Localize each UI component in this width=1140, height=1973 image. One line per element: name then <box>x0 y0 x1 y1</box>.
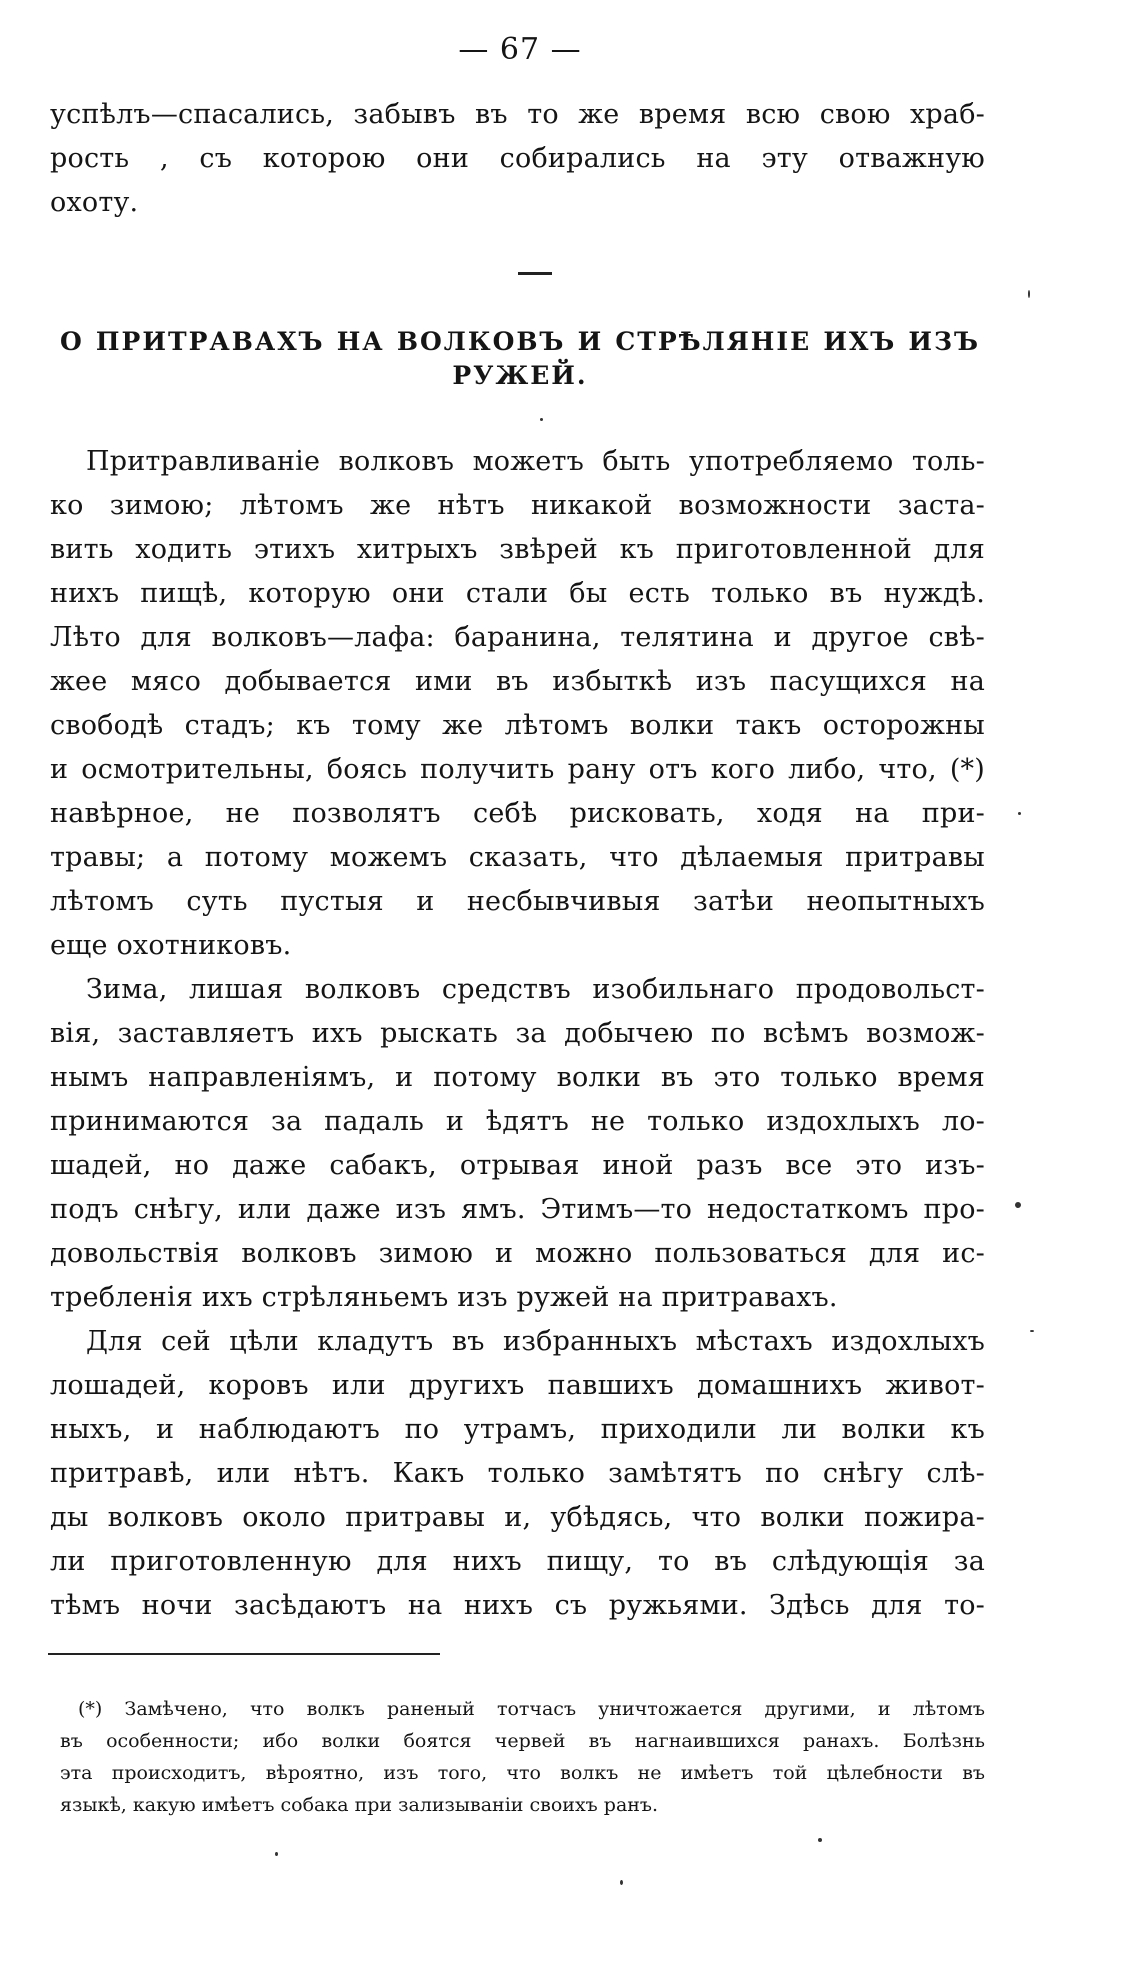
text-line: ды волковъ около притравы и, убѣдясь, что волки пожира- <box>50 1502 985 1533</box>
text-line: нымъ направленіямъ, и потому волки въ это только время <box>50 1062 985 1093</box>
text-line: охоту. <box>50 187 139 218</box>
scan-speck <box>275 1852 278 1856</box>
text-line: шадей, но даже сабакъ, отрывая иной разъ все это изъ- <box>50 1150 985 1181</box>
text-line: лѣтомъ суть пустыя и несбывчивыя затѣи неопытныхъ <box>50 886 985 917</box>
scan-speck <box>1028 290 1030 298</box>
text-line: и осмотрительны, боясь получить рану отъ кого либо, что, (*) <box>50 754 985 785</box>
footnote-line: языкѣ, какую имѣетъ собака при зализываніи своихъ ранъ. <box>60 1794 659 1816</box>
footnote-rule <box>48 1653 440 1655</box>
scan-speck <box>620 1880 623 1885</box>
scan-speck <box>1015 1202 1021 1208</box>
footnote-line: въ особенности; ибо волки боятся червей въ нагнаившихся ранахъ. Болѣзнь <box>60 1730 985 1752</box>
heading-line: О ПРИТРАВАХЪ НА ВОЛКОВЪ И СТРѢЛЯНІЕ ИХЪ ИЗЪ <box>60 327 980 356</box>
text-line: рость , съ которою они собирались на эту отважную <box>50 143 985 174</box>
text-line: навѣрное, не позволятъ себѣ рисковать, ходя на при- <box>50 798 985 829</box>
text-line: нихъ пищѣ, которую они стали бы есть только въ нуждѣ. <box>50 578 985 609</box>
text-line: Для сей цѣли кладутъ въ избранныхъ мѣстахъ издохлыхъ <box>86 1326 985 1357</box>
text-line: довольствія волковъ зимою и можно пользоваться для ис- <box>50 1238 985 1269</box>
scan-speck <box>1030 1330 1034 1332</box>
footnote-line: (*) Замѣчено, что волкъ раненый тотчасъ уничтожается другими, и лѣтомъ <box>78 1698 985 1720</box>
scan-speck <box>540 418 543 421</box>
text-line: притравѣ, или нѣтъ. Какъ только замѣтятъ по снѣгу слѣ- <box>50 1458 985 1489</box>
text-line: свободѣ стадъ; къ тому же лѣтомъ волки такъ осторожны <box>50 710 985 741</box>
text-line: требленія ихъ стрѣляньемъ изъ ружей на притравахъ. <box>50 1282 838 1313</box>
top-paragraph <box>50 93 985 225</box>
text-line: травы; а потому можемъ сказать, что дѣлаемыя притравы <box>50 842 985 873</box>
paragraph-2 <box>50 968 985 1320</box>
text-line: вія, заставляетъ ихъ рыскать за добычею по всѣмъ возмож- <box>50 1018 985 1049</box>
section-heading <box>60 325 980 393</box>
scan-speck <box>1018 812 1021 815</box>
section-divider <box>518 272 552 275</box>
text-line: принимаются за падаль и ѣдятъ не только издохлыхъ ло- <box>50 1106 985 1137</box>
text-line: ныхъ, и наблюдаютъ по утрамъ, приходили ли волки къ <box>50 1414 985 1445</box>
text-line: Притравливаніе волковъ можетъ быть употребляемо толь- <box>86 446 985 477</box>
scan-speck <box>818 1838 822 1842</box>
text-line: лошадей, коровъ или другихъ павшихъ домашнихъ живот- <box>50 1370 985 1401</box>
text-line: ли приготовленную для нихъ пищу, то въ слѣдующія за <box>50 1546 985 1577</box>
text-line: ко зимою; лѣтомъ же нѣтъ никакой возможности застa- <box>50 490 985 521</box>
paragraph-1 <box>50 440 985 968</box>
page-number: — 67 — <box>458 32 582 67</box>
text-line: вить ходить этихъ хитрыхъ звѣрей къ приготовленной для <box>50 534 985 565</box>
text-line: Зима, лишая волковъ средствъ изобильнаго продовольст- <box>86 974 985 1005</box>
text-line: жее мясо добывается ими въ избыткѣ изъ пасущихся на <box>50 666 985 697</box>
heading-line: РУЖЕЙ. <box>452 361 588 390</box>
text-line: успѣлъ—спасались, забывъ въ то же время всю свою храб- <box>50 99 985 130</box>
text-line: тѣмъ ночи засѣдаютъ на нихъ съ ружьями. Здѣсь для то- <box>50 1590 985 1621</box>
paragraph-3 <box>50 1320 985 1628</box>
footnote <box>60 1693 985 1821</box>
footnote-line: эта происходитъ, вѣроятно, изъ того, что волкъ не имѣетъ той цѣлебности въ <box>60 1762 985 1784</box>
text-line: Лѣто для волковъ—лафа: баранина, телятина и другое свѣ- <box>50 622 985 653</box>
text-line: подъ снѣгу, или даже изъ ямъ. Этимъ—то недостаткомъ про- <box>50 1194 985 1225</box>
text-line: еще охотниковъ. <box>50 930 292 961</box>
